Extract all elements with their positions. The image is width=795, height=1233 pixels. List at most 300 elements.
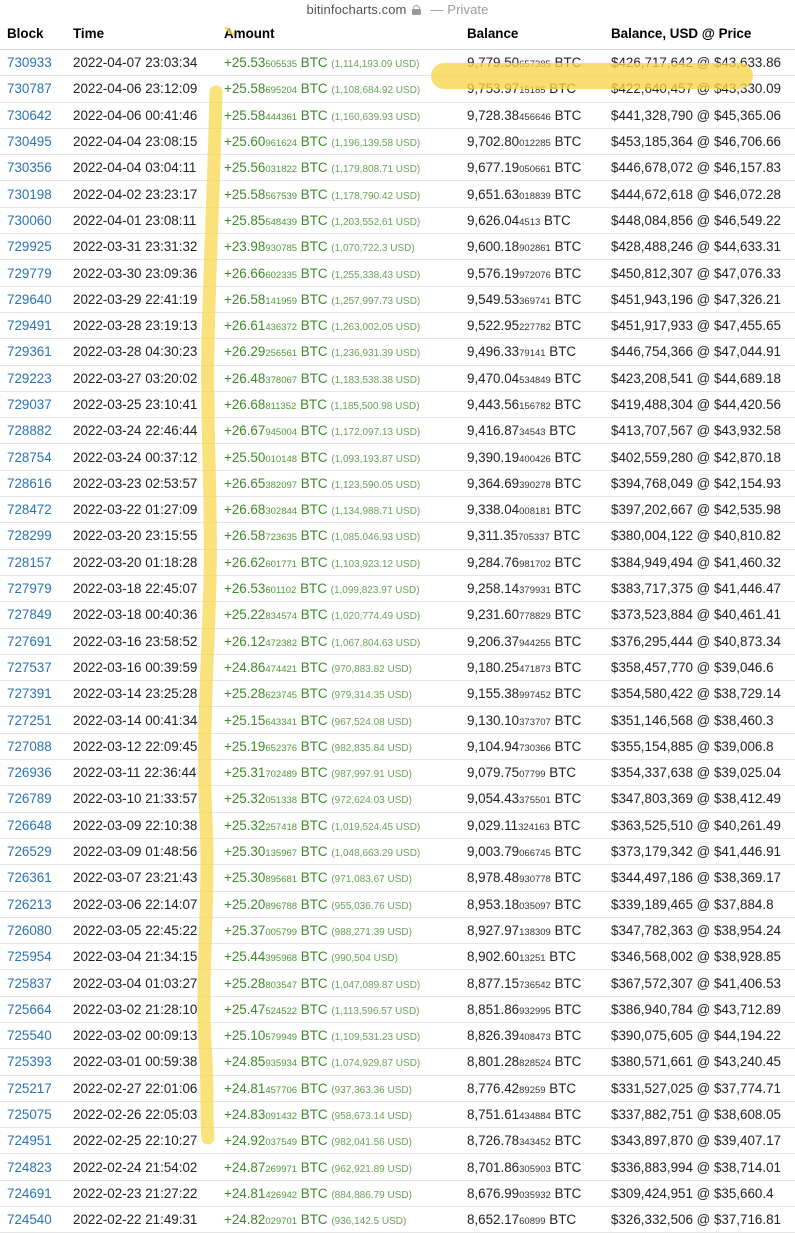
block-link[interactable]: 727391 (0, 681, 66, 707)
amount-cell (217, 602, 460, 628)
time-cell: 2022-02-25 22:10:27 (66, 1128, 217, 1154)
balance-small-digits: 375501 (519, 795, 551, 807)
private-mode-label: — Private (430, 1, 489, 17)
amount-cell (217, 707, 460, 733)
balance-small-digits: 390278 (519, 479, 551, 491)
balance-usd-cell: $363,525,510 @ $40,261.49 (604, 812, 795, 838)
time-cell: 2022-03-24 22:46:44 (66, 418, 217, 444)
amount-usd: (971,083.67 USD) (331, 874, 412, 886)
balance-main: 9,651.63 (467, 186, 520, 202)
block-link[interactable]: 730495 (0, 128, 66, 154)
amount-small-digits: 135967 (265, 848, 298, 860)
amount-small-digits: 051338 (265, 795, 298, 807)
amount-unit: BTC (300, 212, 328, 228)
block-link[interactable]: 730356 (0, 155, 66, 181)
balance-unit: BTC (554, 134, 582, 150)
amount-main: +25.37 (224, 922, 266, 938)
table-row (0, 444, 795, 470)
amount-small-digits: 652376 (265, 742, 298, 754)
amount-usd: (970,883.82 USD) (331, 663, 412, 675)
balance-unit: BTC (554, 265, 582, 281)
balance-cell (460, 312, 604, 338)
amount-small-digits: 702489 (265, 769, 298, 781)
balance-small-digits: 15185 (519, 85, 546, 97)
amount-main: +25.30 (224, 844, 266, 860)
amount-usd: (1,203,552.61 USD) (331, 216, 421, 228)
balance-main: 8,877.15 (467, 975, 520, 991)
block-link[interactable]: 726080 (0, 917, 66, 943)
amount-usd: (955,036.76 USD) (331, 900, 412, 912)
amount-main: +25.56 (224, 160, 266, 176)
amount-unit: BTC (300, 291, 328, 307)
amount-cell (217, 1075, 460, 1101)
block-link[interactable]: 728157 (0, 549, 66, 575)
balance-main: 8,751.61 (467, 1107, 520, 1123)
balance-small-digits: 471873 (519, 663, 551, 675)
block-link[interactable]: 730933 (0, 50, 66, 76)
balance-main: 8,726.78 (467, 1133, 520, 1149)
balance-usd-cell: $336,883,994 @ $38,714.01 (604, 1154, 795, 1180)
table-row (0, 707, 795, 733)
amount-unit: BTC (300, 370, 328, 386)
amount-main: +24.83 (224, 1107, 266, 1123)
amount-main: +26.67 (224, 423, 266, 439)
balance-small-digits: 035932 (519, 1189, 551, 1201)
balance-unit: BTC (554, 475, 582, 491)
block-link[interactable]: 729037 (0, 391, 66, 417)
amount-usd: (1,108,684.92 USD) (331, 85, 421, 97)
balance-small-digits: 828524 (519, 1058, 551, 1070)
amount-cell (217, 102, 460, 128)
block-link[interactable]: 728882 (0, 418, 66, 444)
amount-main: +26.58 (224, 291, 266, 307)
balance-small-digits: 456646 (519, 111, 551, 123)
balance-main: 8,826.39 (467, 1028, 520, 1044)
amount-usd: (1,179,808.71 USD) (331, 164, 421, 176)
time-cell: 2022-02-26 22:05:03 (66, 1101, 217, 1127)
balance-usd-cell: $402,559,280 @ $42,870.18 (604, 444, 795, 470)
amount-main: +25.31 (224, 765, 266, 781)
amount-main: +25.47 (224, 1001, 266, 1017)
amount-unit: BTC (300, 659, 328, 675)
amount-cell (217, 444, 460, 470)
balance-cell (460, 549, 604, 575)
amount-main: +25.32 (224, 817, 266, 833)
block-link[interactable]: 726936 (0, 760, 66, 786)
amount-usd: (1,019,524.45 USD) (331, 821, 421, 833)
amount-cell (217, 549, 460, 575)
amount-small-digits: 935934 (265, 1058, 298, 1070)
amount-usd: (1,085,046.93 USD) (331, 532, 421, 544)
amount-main: +24.81 (224, 1185, 266, 1201)
amount-usd: (1,255,338.43 USD) (331, 269, 421, 281)
block-link[interactable]: 729640 (0, 286, 66, 312)
amount-usd: (1,109,531.23 USD) (331, 1032, 421, 1044)
amount-cell (217, 207, 460, 233)
table-row (0, 549, 795, 575)
table-row (0, 865, 795, 891)
time-cell: 2022-03-20 23:15:55 (66, 523, 217, 549)
block-link[interactable]: 726529 (0, 838, 66, 864)
balance-usd-cell: $446,678,072 @ $46,157.83 (604, 155, 795, 181)
amount-cell (217, 917, 460, 943)
balance-usd-cell: $446,754,366 @ $47,044.91 (604, 339, 795, 365)
browser-address-bar[interactable] (0, 0, 795, 18)
balance-usd-cell: $441,328,790 @ $45,365.06 (604, 102, 795, 128)
time-cell: 2022-03-10 21:33:57 (66, 786, 217, 812)
balance-main: 8,851.86 (467, 1001, 520, 1017)
balance-unit: BTC (554, 449, 582, 465)
time-cell: 2022-04-02 23:23:17 (66, 181, 217, 207)
time-cell: 2022-03-30 23:09:36 (66, 260, 217, 286)
amount-cell (217, 575, 460, 601)
time-cell: 2022-03-04 01:03:27 (66, 970, 217, 996)
balance-small-digits: 379931 (519, 585, 551, 597)
balance-main: 9,130.10 (467, 712, 520, 728)
amount-unit: BTC (300, 318, 328, 334)
time-cell: 2022-03-14 00:41:34 (66, 707, 217, 733)
balance-unit: BTC (549, 1080, 577, 1096)
amount-cell (217, 286, 460, 312)
table-row (0, 944, 795, 970)
balance-small-digits: 944255 (519, 637, 551, 649)
balance-cell (460, 76, 604, 102)
amount-cell (217, 523, 460, 549)
time-cell: 2022-04-04 03:04:11 (66, 155, 217, 181)
block-link[interactable]: 725837 (0, 970, 66, 996)
balance-unit: BTC (554, 397, 582, 412)
amount-small-digits: 601771 (265, 558, 298, 570)
balance-small-digits: 434884 (519, 1111, 551, 1123)
block-link[interactable]: 726648 (0, 812, 66, 838)
block-link[interactable]: 728616 (0, 470, 66, 496)
column-header-balance[interactable]: Balance (460, 18, 604, 50)
block-link[interactable]: 725393 (0, 1049, 66, 1075)
amount-usd: (958,673.14 USD) (331, 1111, 412, 1123)
balance-unit: BTC (554, 1107, 582, 1123)
amount-main: +26.68 (224, 502, 266, 518)
time-cell: 2022-03-09 22:10:38 (66, 812, 217, 838)
balance-main: 9,416.87 (467, 423, 520, 439)
balance-main: 9,677.19 (467, 160, 520, 176)
amount-usd: (1,123,590.05 USD) (331, 479, 421, 491)
balance-small-digits: 778829 (519, 611, 551, 623)
balance-usd-cell: $347,782,363 @ $38,954.24 (604, 917, 795, 943)
amount-usd: (967,524.08 USD) (331, 716, 412, 728)
balance-cell (460, 365, 604, 391)
amount-unit: BTC (300, 633, 328, 649)
balance-unit: BTC (554, 186, 582, 202)
amount-main: +26.29 (224, 344, 266, 360)
block-link[interactable]: 727849 (0, 602, 66, 628)
balance-main: 8,701.86 (467, 1159, 520, 1175)
amount-unit: BTC (300, 686, 328, 702)
table-row (0, 681, 795, 707)
block-link[interactable]: 725954 (0, 944, 66, 970)
balance-cell (460, 1049, 604, 1075)
amount-small-digits: 382097 (265, 479, 298, 491)
block-link[interactable]: 729491 (0, 312, 66, 338)
time-cell: 2022-03-02 21:28:10 (66, 996, 217, 1022)
balance-main: 9,522.95 (467, 318, 520, 334)
balance-main: 9,779.50 (467, 55, 520, 71)
balance-usd-cell: $339,189,465 @ $37,884.8 (604, 891, 795, 917)
amount-small-digits: 723635 (265, 532, 298, 544)
balance-unit: BTC (554, 633, 582, 649)
table-row (0, 1075, 795, 1101)
balance-unit: BTC (554, 160, 582, 176)
time-cell: 2022-03-16 23:58:52 (66, 628, 217, 654)
balance-small-digits: 34543 (519, 427, 546, 439)
table-row (0, 1022, 795, 1048)
block-link[interactable]: 730198 (0, 181, 66, 207)
block-link[interactable]: 727979 (0, 575, 66, 601)
amount-main: +26.61 (224, 318, 266, 334)
time-cell: 2022-03-24 00:37:12 (66, 444, 217, 470)
balance-main: 9,626.04 (467, 212, 520, 228)
block-link[interactable]: 730642 (0, 102, 66, 128)
time-cell: 2022-03-09 01:48:56 (66, 838, 217, 864)
amount-cell (217, 181, 460, 207)
block-link[interactable]: 727251 (0, 707, 66, 733)
balance-cell (460, 1180, 604, 1206)
amount-unit: BTC (300, 844, 328, 860)
amount-small-digits: 037549 (265, 1137, 298, 1149)
amount-unit: BTC (300, 1185, 328, 1201)
table-row (0, 970, 795, 996)
balance-usd-cell: $351,146,568 @ $38,460.3 (604, 707, 795, 733)
balance-unit: BTC (549, 81, 577, 97)
balance-usd-cell: $444,672,618 @ $46,072.28 (604, 181, 795, 207)
balance-unit: BTC (554, 1001, 582, 1017)
balance-usd-cell: $337,882,751 @ $38,608.05 (604, 1101, 795, 1127)
amount-usd: (1,020,774.49 USD) (331, 611, 421, 623)
amount-unit: BTC (300, 239, 328, 255)
amount-small-digits: 257418 (265, 821, 298, 833)
amount-unit: BTC (300, 449, 328, 465)
amount-usd: (1,196,139.58 USD) (331, 138, 421, 150)
balance-cell (460, 470, 604, 496)
table-row (0, 155, 795, 181)
block-link[interactable]: 725217 (0, 1075, 66, 1101)
table-row (0, 234, 795, 260)
block-link[interactable]: 726789 (0, 786, 66, 812)
table-row (0, 102, 795, 128)
balance-cell (460, 1207, 604, 1233)
balance-usd-cell: $354,580,422 @ $38,729.14 (604, 681, 795, 707)
amount-unit: BTC (300, 949, 328, 965)
balance-unit: BTC (544, 212, 571, 228)
amount-cell (217, 733, 460, 759)
balance-usd-cell: $331,527,025 @ $37,774.71 (604, 1075, 795, 1101)
balance-cell (460, 838, 604, 864)
balance-main: 9,258.14 (467, 581, 520, 597)
amount-usd: (982,041.56 USD) (331, 1137, 412, 1149)
balance-small-digits: 997452 (519, 690, 551, 702)
amount-unit: BTC (300, 1133, 328, 1149)
block-link[interactable]: 728472 (0, 497, 66, 523)
amount-small-digits: 623745 (265, 690, 298, 702)
balance-unit: BTC (553, 817, 581, 833)
table-row (0, 1180, 795, 1206)
block-link[interactable]: 729223 (0, 365, 66, 391)
amount-small-digits: 505535 (265, 59, 298, 71)
balance-unit: BTC (554, 975, 582, 991)
transactions-table (0, 18, 795, 1233)
balance-small-digits: 138309 (519, 926, 551, 938)
block-link[interactable]: 724540 (0, 1207, 66, 1233)
amount-cell (217, 1022, 460, 1048)
amount-cell (217, 1101, 460, 1127)
block-link[interactable]: 725075 (0, 1101, 66, 1127)
amount-unit: BTC (300, 896, 328, 912)
block-link[interactable]: 724951 (0, 1128, 66, 1154)
time-cell: 2022-04-07 23:03:34 (66, 50, 217, 76)
amount-unit: BTC (300, 502, 328, 518)
block-link[interactable]: 727537 (0, 654, 66, 680)
amount-main: +26.65 (224, 475, 266, 491)
amount-small-digits: 426942 (265, 1189, 298, 1201)
amount-usd: (1,103,923.12 USD) (331, 558, 421, 570)
balance-cell (460, 207, 604, 233)
balance-unit: BTC (554, 554, 582, 570)
balance-cell (460, 497, 604, 523)
block-link[interactable]: 729361 (0, 339, 66, 365)
balance-cell (460, 155, 604, 181)
amount-small-digits: 643341 (265, 716, 298, 728)
balance-cell (460, 786, 604, 812)
table-row (0, 391, 795, 417)
amount-cell (217, 470, 460, 496)
amount-usd: (1,160,639.93 USD) (331, 111, 421, 123)
table-row (0, 339, 795, 365)
block-link[interactable]: 725540 (0, 1022, 66, 1048)
amount-usd: (1,070,722.3 USD) (331, 243, 415, 255)
amount-cell (217, 312, 460, 338)
amount-usd: (1,185,500.98 USD) (330, 401, 420, 412)
balance-cell (460, 339, 604, 365)
time-cell: 2022-03-05 22:45:22 (66, 917, 217, 943)
balance-unit: BTC (554, 791, 582, 807)
block-link[interactable]: 730787 (0, 76, 66, 102)
amount-small-digits: 548439 (265, 216, 298, 228)
amount-small-digits: 945004 (265, 427, 298, 439)
time-cell: 2022-03-11 22:36:44 (66, 760, 217, 786)
balance-unit: BTC (554, 1054, 582, 1070)
block-link[interactable]: 725664 (0, 996, 66, 1022)
balance-small-digits: 4513 (519, 216, 541, 228)
block-link[interactable]: 728299 (0, 523, 66, 549)
balance-main: 9,311.35 (467, 528, 519, 544)
amount-usd: (982,835.84 USD) (331, 742, 412, 754)
table-row (0, 260, 795, 286)
table-row (0, 654, 795, 680)
time-cell: 2022-03-16 00:39:59 (66, 654, 217, 680)
balance-main: 8,652.17 (467, 1212, 520, 1228)
amount-small-digits: 091432 (265, 1111, 298, 1123)
balance-usd-cell: $422,640,457 @ $43,330.09 (604, 76, 795, 102)
block-link[interactable]: 729925 (0, 234, 66, 260)
table-row (0, 786, 795, 812)
balance-cell (460, 1154, 604, 1180)
block-link[interactable]: 730060 (0, 207, 66, 233)
balance-main: 9,549.53 (467, 291, 520, 307)
block-link[interactable]: 727691 (0, 628, 66, 654)
block-link[interactable]: 724691 (0, 1180, 66, 1206)
amount-main: +26.58 (224, 528, 266, 544)
balance-small-digits: 008181 (519, 506, 551, 518)
balance-unit: BTC (549, 423, 577, 439)
balance-main: 9,576.19 (467, 265, 520, 281)
balance-unit: BTC (554, 318, 582, 334)
amount-unit: BTC (300, 607, 328, 623)
balance-cell (460, 865, 604, 891)
block-link[interactable]: 729779 (0, 260, 66, 286)
balance-usd-cell: $343,897,870 @ $39,407.17 (604, 1128, 795, 1154)
table-row (0, 1128, 795, 1154)
amount-cell (217, 391, 460, 417)
balance-unit: BTC (553, 528, 581, 544)
amount-usd: (1,263,002.05 USD) (331, 322, 421, 334)
amount-unit: BTC (300, 975, 328, 991)
column-header-balance-usd[interactable]: Balance, USD @ Price (604, 18, 795, 50)
column-header-amount[interactable]: Amount (217, 18, 460, 50)
balance-cell (460, 812, 604, 838)
column-header-block[interactable]: Block (0, 18, 66, 50)
balance-usd-cell: $428,488,246 @ $44,633.31 (604, 234, 795, 260)
balance-unit: BTC (554, 896, 582, 912)
amount-small-digits: 695204 (265, 85, 298, 97)
amount-unit: BTC (300, 581, 327, 597)
balance-usd-cell: $367,572,307 @ $41,406.53 (604, 970, 795, 996)
block-link[interactable]: 727088 (0, 733, 66, 759)
balance-usd-cell: $347,803,369 @ $38,412.49 (604, 786, 795, 812)
amount-small-digits: 930785 (265, 243, 298, 255)
column-header-time[interactable]: Time (66, 18, 217, 50)
balance-small-digits: 902861 (519, 243, 551, 255)
amount-usd: (937,363.36 USD) (331, 1084, 412, 1096)
balance-main: 9,443.56 (467, 397, 520, 412)
table-row (0, 1049, 795, 1075)
amount-main: +25.50 (224, 449, 266, 465)
balance-cell (460, 944, 604, 970)
balance-cell (460, 286, 604, 312)
block-link[interactable]: 728754 (0, 444, 66, 470)
block-link[interactable]: 724823 (0, 1154, 66, 1180)
amount-small-digits: 602335 (265, 269, 298, 281)
url-host: bitinfocharts.com (306, 1, 407, 17)
balance-cell (460, 891, 604, 917)
amount-small-digits: 961624 (265, 138, 298, 150)
block-link[interactable]: 726213 (0, 891, 66, 917)
balance-usd-cell: $380,004,122 @ $40,810.82 (604, 523, 795, 549)
balance-main: 9,338.04 (467, 502, 520, 518)
balance-unit: BTC (549, 765, 577, 781)
balance-small-digits: 324163 (518, 821, 550, 833)
block-link[interactable]: 726361 (0, 865, 66, 891)
balance-usd-cell: $397,202,667 @ $42,535.98 (604, 497, 795, 523)
balance-small-digits: 932995 (519, 1005, 551, 1017)
amount-unit: BTC (300, 1080, 328, 1096)
table-row (0, 470, 795, 496)
amount-cell (217, 786, 460, 812)
table-row (0, 181, 795, 207)
time-cell: 2022-03-07 23:21:43 (66, 865, 217, 891)
amount-cell (217, 365, 460, 391)
amount-cell (217, 50, 460, 76)
balance-cell (460, 602, 604, 628)
balance-small-digits: 050661 (519, 164, 551, 176)
